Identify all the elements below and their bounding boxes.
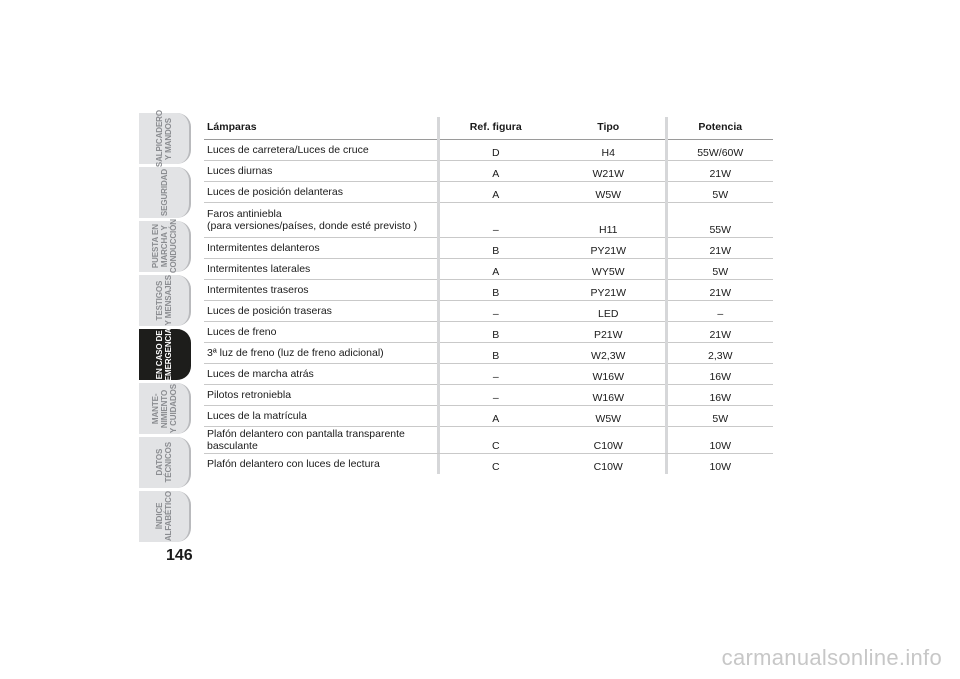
cell-tipo: C10W	[552, 454, 666, 475]
header-potencia: Potencia	[666, 117, 773, 140]
cell-potencia: 21W	[666, 161, 773, 182]
cell-lamp-name: Luces de marcha atrás	[204, 364, 438, 385]
cell-ref-figura: C	[491, 461, 500, 473]
cell-tipo: LED	[552, 301, 666, 322]
header-tipo: Tipo	[552, 117, 666, 140]
cell-lamp-name: Luces de posición traseras	[204, 301, 438, 322]
cell-ref-figura: B	[438, 343, 552, 364]
cell-ref-figura: –	[438, 203, 552, 238]
cell-lamp-name: Luces de freno	[204, 322, 438, 343]
cell-potencia: 16W	[666, 385, 773, 406]
chapter-tab-6[interactable]	[139, 383, 191, 434]
cell-ref-figura: B	[438, 322, 552, 343]
cell-potencia: 10W	[709, 461, 732, 473]
cell-tipo: W16W	[552, 364, 666, 385]
cell-potencia: 16W	[666, 364, 773, 385]
cell-ref-figura: –	[438, 364, 552, 385]
cell-lamp-name: Plafón delantero con luces de lectura	[204, 454, 438, 475]
chapter-tab-3[interactable]	[139, 221, 191, 272]
table-row	[204, 406, 773, 427]
cell-potencia: 55W/60W	[666, 140, 773, 161]
cell-potencia: 21W	[666, 280, 773, 301]
cell-tipo: H4	[552, 140, 666, 161]
cell-potencia: 21W	[666, 238, 773, 259]
watermark: carmanualsonline.info	[721, 645, 942, 670]
chapter-tab-label: SALPICADERO Y MANDOS	[155, 109, 173, 168]
table-row	[204, 161, 773, 182]
cell-ref-figura: A	[438, 161, 552, 182]
cell-tipo: W16W	[552, 385, 666, 406]
cell-ref-figura: A	[438, 182, 552, 203]
cell-ref-figura: –	[438, 301, 552, 322]
table-row	[204, 454, 773, 475]
header-ref-figura: Ref. figura	[438, 117, 552, 140]
cell-tipo: W21W	[552, 161, 666, 182]
page-number: 146	[166, 547, 193, 564]
cell-lamp-name: Luces diurnas	[204, 161, 438, 182]
cell-lamp-name: Plafón delantero con pantalla transparente basculante	[204, 427, 438, 454]
cell-lamp-name: Luces de carretera/Luces de cruce	[204, 140, 438, 161]
cell-potencia: –	[666, 301, 773, 322]
chapter-tab-4[interactable]	[139, 275, 191, 326]
cell-tipo: H11	[552, 203, 666, 238]
table-row	[204, 343, 773, 364]
cell-lamp-name: 3ª luz de freno (luz de freno adicional)	[204, 343, 438, 364]
chapter-tab-label: SEGURIDAD	[159, 168, 169, 217]
cell-potencia: 10W	[666, 427, 773, 454]
cell-tipo: PY21W	[552, 238, 666, 259]
chapter-tab-2[interactable]	[139, 167, 191, 218]
chapter-tab-label: DATOS TÉCNICOS	[155, 442, 173, 483]
cell-tipo: C10W	[552, 427, 666, 454]
table-row	[204, 140, 773, 161]
table-row	[204, 301, 773, 322]
table-row	[204, 259, 773, 280]
cell-tipo: PY21W	[552, 280, 666, 301]
chapter-tab-7[interactable]	[139, 437, 191, 488]
cell-potencia: 55W	[666, 203, 773, 238]
table-row	[204, 203, 773, 238]
table-row	[204, 182, 773, 203]
cell-lamp-name: Intermitentes delanteros	[204, 238, 438, 259]
cell-ref-figura: C	[438, 427, 552, 454]
chapter-tab-label: PUESTA EN MARCHA Y CONDUCCIÓN	[150, 219, 178, 274]
table-row	[204, 385, 773, 406]
cell-tipo: P21W	[552, 322, 666, 343]
cell-lamp-name: Intermitentes traseros	[204, 280, 438, 301]
cell-potencia: 2,3W	[666, 343, 773, 364]
table-row	[204, 427, 773, 454]
table-end-rule	[204, 453, 773, 454]
table-row	[204, 280, 773, 301]
cell-ref-figura: B	[438, 280, 552, 301]
cell-lamp-name: Pilotos retroniebla	[204, 385, 438, 406]
cell-ref-figura: –	[438, 385, 552, 406]
chapter-tab-label: MANTE- NIMIENTO Y CUIDADOS	[150, 383, 178, 434]
cell-potencia: 5W	[666, 406, 773, 427]
table-row	[204, 364, 773, 385]
cell-tipo: W5W	[552, 406, 666, 427]
cell-lamp-name: Luces de posición delanteras	[204, 182, 438, 203]
cell-tipo: W2,3W	[552, 343, 666, 364]
cell-ref-figura: A	[438, 406, 552, 427]
cell-potencia: 5W	[666, 259, 773, 280]
cell-tipo: W5W	[552, 182, 666, 203]
cell-lamp-name: Luces de la matrícula	[204, 406, 438, 427]
chapter-tab-8[interactable]	[139, 491, 191, 542]
lamp-table-body	[204, 140, 773, 475]
chapter-tab-1[interactable]	[139, 109, 191, 168]
chapter-tab-label: ÍNDICE ALFABÉTICO	[155, 491, 173, 542]
table-header-row	[204, 117, 773, 140]
cell-ref-figura: D	[438, 140, 552, 161]
cell-ref-figura: B	[438, 238, 552, 259]
lamp-table	[204, 117, 773, 474]
cell-potencia: 21W	[666, 322, 773, 343]
chapter-tab-5[interactable]	[139, 329, 191, 380]
cell-ref-figura: A	[438, 259, 552, 280]
cell-potencia: 5W	[666, 182, 773, 203]
chapter-tab-label: EN CASO DE EMERGENCIA	[155, 327, 173, 382]
chapter-tab-label: TESTIGOS Y MENSAJES	[155, 275, 173, 326]
table-row	[204, 238, 773, 259]
header-lamparas: Lámparas	[204, 117, 438, 140]
cell-tipo: WY5W	[552, 259, 666, 280]
cell-lamp-name: Faros antiniebla (para versiones/países, donde esté previsto )	[204, 203, 438, 238]
cell-lamp-name: Intermitentes laterales	[204, 259, 438, 280]
table-row	[204, 322, 773, 343]
